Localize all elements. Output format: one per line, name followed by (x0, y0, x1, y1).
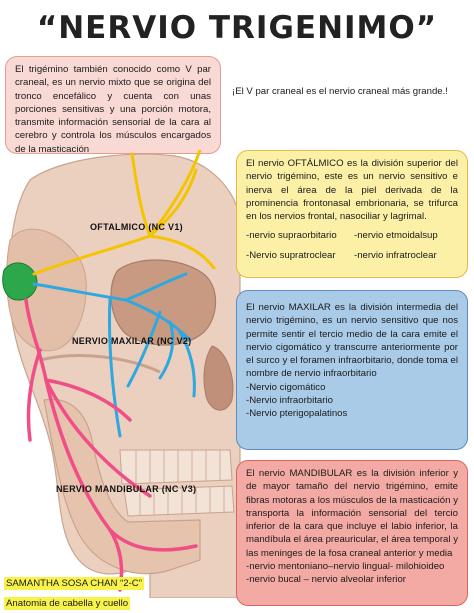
mandibular-branch: -nervio mentoniano–nervio lingual- milohioideo (246, 561, 445, 573)
maxillary-branch: -Nervio cigomático (246, 381, 326, 393)
ophthalmic-branch: -nervio supraorbitario (246, 230, 337, 242)
ophthalmic-description: El nervio OFTÁLMICO es la división superior del nervio trigémino, este es un nervio sensitivo e inerva el área de la piel derivada de la prominencia frontonasal embrionaria, se trifurca en los nervios frontal, nasociliar y lagrimal. (246, 158, 458, 223)
upper-teeth (120, 450, 232, 484)
ophthalmic-branches-row-2 (246, 249, 458, 262)
skull-illustration (0, 150, 242, 598)
mandibular-description: El nervio MANDIBULAR es la división inferior y de mayor tamaño del nervio trigémino, emite fibras motoras a los músculos de la masticación y transporta la información sensorial del tercio inferior de la cara que incluye el labio inferior, la mandíbula el área preauricular, el área temporal y las meninges de la fosa craneal anterior y media (246, 468, 458, 559)
page-title: “NERVIO TRIGENIMO” (36, 10, 438, 46)
ophthalmic-branch: -nervio infratroclear (354, 249, 437, 261)
mandibular-branch: -nervio bucal – nervio alveolar inferior (246, 574, 406, 586)
intro-card (5, 56, 221, 154)
label-ophthalmic: OFTALMICO (NC V1) (90, 222, 183, 232)
author-name: SAMANTHA SOSA CHAN “2-C” (6, 578, 142, 589)
course-name: Anatomia de cabella y cuello (6, 598, 129, 609)
label-maxillary: NERVIO MAXILAR (NC V2) (72, 336, 192, 346)
maxillary-description: El nervio MAXILAR es la división intermedia del nervio trigémino, es un nervio sensitivo que nos permite sentir el tercio medio de la cara emite el nervio cigomático y transcurre anteriormente por el surco y el foramen infraorbitario, donde toma el nombre de nervio infraorbitario (246, 302, 458, 380)
intro-text: El trigémino también conocido como V par craneal, es un nervio mixto que se origina del tronco encefálico y cuenta con unas porciones sensitivas y una porción motora, transmite información sensorial de la cara al cerebro y controla los músculos encargados de la masticación (15, 64, 211, 155)
maxillary-card (236, 290, 468, 450)
maxillary-branch: -Nervio infraorbitario (246, 395, 333, 407)
ophthalmic-branches-row-1 (246, 229, 458, 242)
maxillary-branch: -Nervio pterigopalatinos (246, 408, 348, 420)
fact-note: ¡El V par craneal es el nervio craneal más grande.! (232, 86, 448, 97)
orbit (111, 260, 216, 345)
ophthalmic-card (236, 150, 468, 278)
ophthalmic-branch: -nervio etmoidalsup (354, 230, 438, 242)
mandibular-card (236, 460, 468, 606)
ophthalmic-branch: -Nervio supratroclear (246, 249, 336, 261)
trigeminal-ganglion (3, 263, 37, 300)
label-mandibular: NERVIO MANDIBULAR (NC V3) (56, 484, 197, 494)
